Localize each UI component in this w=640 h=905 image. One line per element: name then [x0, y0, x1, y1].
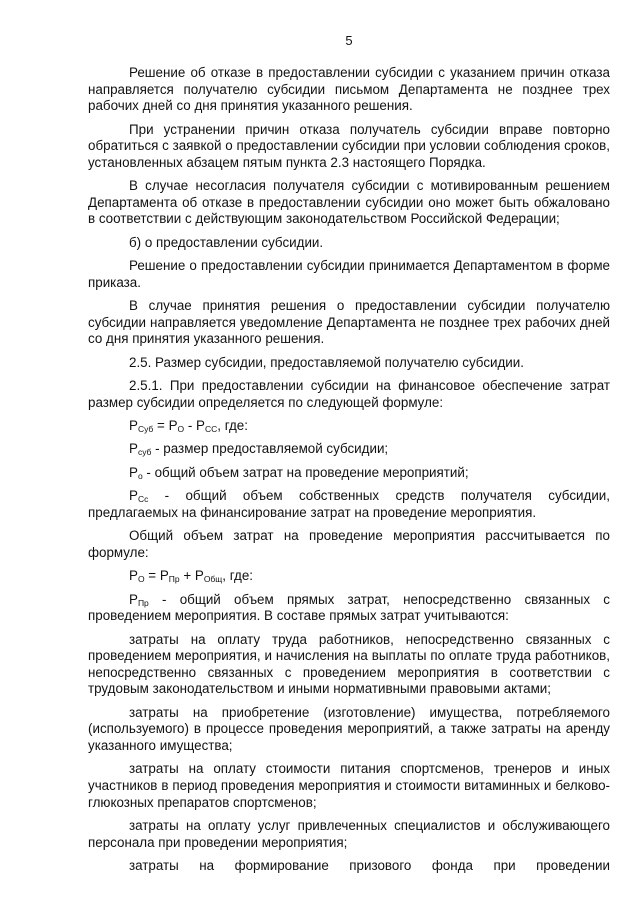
section-heading-2-5: 2.5. Размер субсидии, предоставляемой получателю субсидии. [129, 354, 524, 370]
paragraph-decision-form: Решение о предоставлении субсидии принимается Департаментом в форме приказа. [88, 258, 610, 290]
paragraph-reapply: При устранении причин отказа получатель субсидии вправе повторно обратиться с заявкой о предоставлении субсидии при условии соблюдения сроков, установленных абзацем пятым пункта 2.3 настоящего Порядка. [88, 121, 610, 170]
formula-total: $Р_О = Р_{Пр} + Р_{Общ}$, где: [129, 568, 254, 585]
page-number: 5 [345, 33, 353, 48]
definition-ro: $Р_о$ - общий объем затрат на проведение мероприятий; [129, 464, 469, 481]
paragraph-item-b: б) о предоставлении субсидии. [129, 234, 324, 250]
definition-rcc: $Р_{Сс}$ - общий объем собственных средств получателя субсидии, предлагаемых на финансирование затрат на проведение мероприятия. [88, 488, 610, 520]
paragraph-total-costs: Общий объем затрат на проведение мероприятия рассчитывается по формуле: [88, 528, 610, 560]
paragraph-appeal: В случае несогласия получателя субсидии с мотивированным решением Департамента об отказе в предоставлении субсидии оно может быть обжаловано в соответствии с действующим законодательством Российской Федерации; [88, 178, 610, 227]
cost-item-nutrition: затраты на оплату стоимости питания спортсменов, тренеров и иных участников в период проведения мероприятия и стоимости витаминных и белково-глюкозных препаратов спортсменов; [88, 761, 610, 810]
definition-rpr: $Р_{Пр}$ - общий объем прямых затрат, непосредственно связанных с проведением мероприятия. В составе прямых затрат учитываются: [88, 591, 610, 624]
paragraph-notification: В случае принятия решения о предоставлении субсидии получателю субсидии направляется уведомление Департамента не позднее трех рабочих дней со дня принятия указанного решения. [88, 298, 610, 347]
cost-item-property: затраты на приобретение (изготовление) имущества, потребляемого (используемого) в процессе проведения мероприятий, а также затраты на аренду указанного имущества; [88, 704, 610, 753]
cost-item-services: затраты на оплату услуг привлеченных специалистов и обслуживающего персонала при проведении мероприятия; [88, 817, 610, 850]
paragraph-2-5-1: 2.5.1. При предоставлении субсидии на финансовое обеспечение затрат размер субсидии определяется по следующей формуле: [88, 378, 610, 410]
paragraph-refusal-notice: Решение об отказе в предоставлении субсидии с указанием причин отказа направляется получателю субсидии письмом Департамента не позднее трех рабочих дней со дня принятия указанного решения. [88, 65, 610, 114]
formula-subsidy: $Р_{Суб} = Р_О - Р_{СС}$, где: [129, 418, 248, 435]
definition-rsub: $Р_{суб}$ - размер предоставляемой субсидии; [129, 441, 389, 458]
cost-item-labor: затраты на оплату труда работников, непосредственно связанных с проведением мероприятия, и начисления на выплаты по оплате труда работников, непосредственно связанных с проведением мероприятия в соответствии с трудовым законодательством и иными нормативными правовыми актами; [88, 631, 610, 697]
cost-item-prize-fund: затраты на формирование призового фонда при проведении [129, 857, 610, 873]
